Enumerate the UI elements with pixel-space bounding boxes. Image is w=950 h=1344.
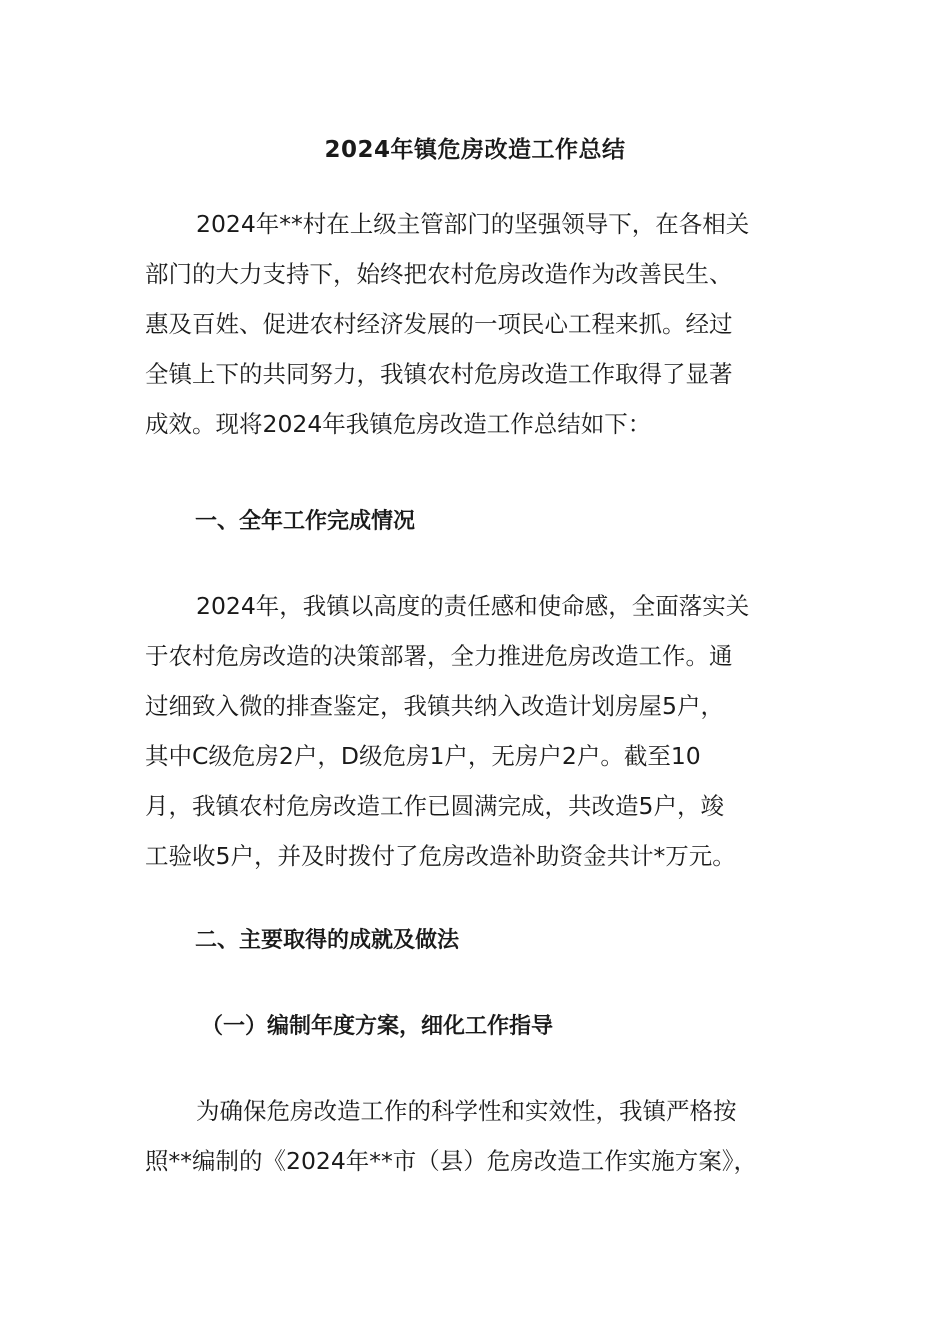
text-line: 成效。现将2024年我镇危房改造工作总结如下： [145, 410, 652, 438]
text-line: 全镇上下的共同努力，我镇农村危房改造工作取得了显著 [145, 360, 733, 388]
text-line: 为确保危房改造工作的科学性和实效性，我镇严格按 [196, 1097, 737, 1125]
text-line: 2024年，我镇以高度的责任感和使命感，全面落实关 [196, 592, 750, 620]
text-line: 2024年**村在上级主管部门的坚强领导下，在各相关 [196, 210, 750, 238]
text-line: 部门的大力支持下，始终把农村危房改造作为改善民生、 [145, 260, 733, 288]
section-heading-1: 一、全年工作完成情况 [195, 509, 416, 534]
subsection1-paragraph [145, 1086, 815, 1186]
text-line: 照**编制的《2024年**市（县）危房改造工作实施方案》， [145, 1147, 758, 1175]
text-line: 月，我镇农村危房改造工作已圆满完成，共改造5户，竣 [145, 792, 724, 820]
text-line: 过细致入微的排查鉴定，我镇共纳入改造计划房屋5户， [145, 692, 724, 720]
text-line: 工验收5户，并及时拨付了危房改造补助资金共计*万元。 [145, 842, 736, 870]
text-line: 其中C级危房2户，D级危房1户，无房户2户。截至10 [145, 742, 701, 770]
intro-paragraph [145, 199, 815, 449]
document-title: 2024年镇危房改造工作总结 [324, 137, 626, 163]
subsection-heading-1: （一）编制年度方案，细化工作指导 [201, 1014, 554, 1039]
section1-paragraph [145, 581, 815, 881]
section-heading-2: 二、主要取得的成就及做法 [195, 928, 460, 953]
text-line: 惠及百姓、促进农村经济发展的一项民心工程来抓。经过 [145, 310, 733, 338]
text-line: 于农村危房改造的决策部署，全力推进危房改造工作。通 [145, 642, 733, 670]
